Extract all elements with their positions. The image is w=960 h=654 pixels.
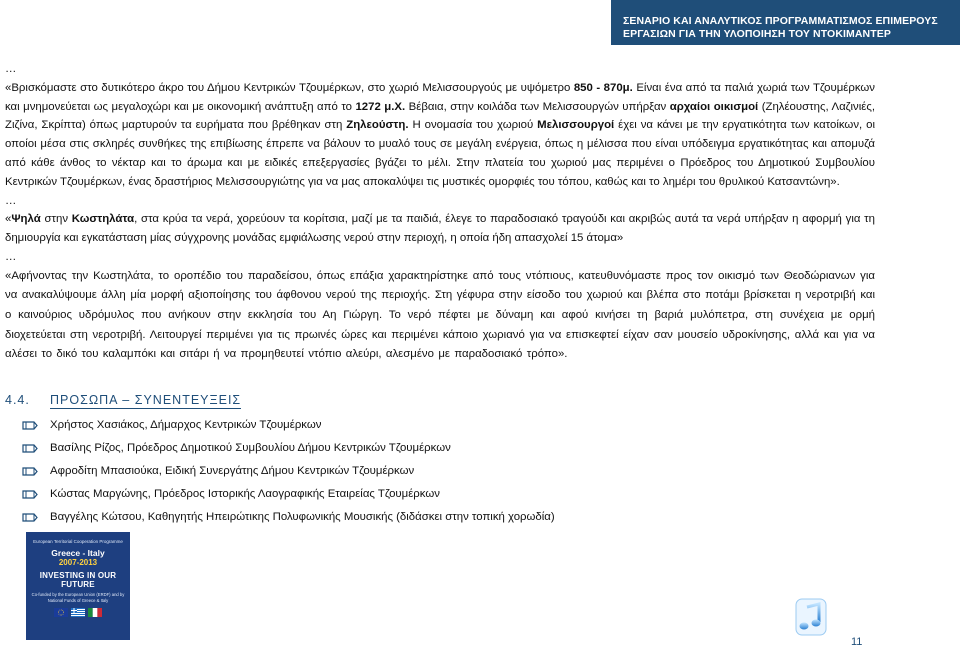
list-item [22, 506, 555, 529]
text-span: Είναι ένα από τα παλιά χωριά των Τζουμέρκων και μνημονεύεται ως μεγαλοχώρι και με οικονομική ανάπτυξη από το [5, 81, 875, 113]
pen-bullet-icon [22, 488, 50, 501]
document-header [611, 0, 960, 45]
ellipsis: … [5, 250, 17, 263]
text-span: «Βρισκόμαστε στο δυτικότερο άκρο του Δήμου Κεντρικών Τζουμέρκων, στο χωριό Μελισσουργούς με υψόμετρο [5, 81, 574, 94]
person-name: Βασίλης Ρίζος, Πρόεδρος Δημοτικού Συμβουλίου Δήμου Κεντρικών Τζουμέρκων [50, 442, 451, 454]
paragraph-theodoriana: «Αφήνοντας την Κωστηλάτα, το οροπέδιο του παραδείσου, όπως επάξια χαρακτηρίστηκε από τους ντόπιους, κατευθυνόμαστε προς τον οικισμό των Θεοδώριανων για να ανακαλύψουμε άλλη μία μορφή αξιοποίησης του άφθονου νερού της περιοχής. Στη γέφυρα στην είσοδο του χωριού και βλέπα στο ποτάμι βρίσκεται η νεροτριβή και ο καινούριος υδρόμυλος που ανήκουν στην εκκλησία του Αη Γιώργη. Το νερό πέφτει με δύναμη και αφού κινήσει τη βαριά μυλόπετρα, στη συνέχεια με ορμή διοχετεύεται στη νεροτριβή. Λειτουργεί περιμένει για τις πρωινές ώρες και περιμένει κάποιο χωριανό για να επισκεφτεί είχαν σαν μουσείο υδροκίνησης, αλλά και για να αλέσει το δικό του καλαμπόκι και σιτάρι ή να προμηθευτεί ντόπιο αλεύρι, αλεσμένο με παραδοσιακό τρόπο». [5, 269, 875, 361]
header-title-line-1: ΣΕΝΑΡΙΟ ΚΑΙ ΑΝΑΛΥΤΙΚΟΣ ΠΡΟΓΡΑΜΜΑΤΙΣΜΟΣ ΕΠΙΜΕΡΟΥΣ [623, 15, 938, 27]
list-item [22, 437, 555, 460]
greek-flag-icon [71, 608, 85, 617]
interviewee-list [22, 414, 555, 529]
bold-span: Κωστηλάτα [71, 213, 135, 226]
text-span: , στα κρύα τα νερά, χορεύουν τα κορίτσια, μαζί με τα παιδιά, έλεγε το παραδοσιακό τραγούδι και ακριβώς αυτά τα νερά υπήρξαν η αφορμή για τη δημιουργία και εγκατάσταση μίας σύγχρονης μονάδας εμφιάλωσης νερού στην περιοχή, η οποία ήδη απασχολεί 15 άτομα» [5, 213, 876, 245]
list-item [22, 414, 555, 437]
ellipsis: … [5, 63, 17, 75]
italian-flag-icon [88, 608, 102, 617]
pen-bullet-icon [22, 465, 50, 478]
person-name: Χρήστος Χασιάκος, Δήμαρχος Κεντρικών Τζουμέρκων [50, 419, 322, 431]
pen-bullet-icon [22, 419, 50, 432]
text-span: Βέβαια, στην κοιλάδα των Μελισσουργών υπήρξαν [405, 100, 670, 113]
logo-slogan: INVESTING IN OUR FUTURE [39, 571, 117, 589]
person-name: Αφροδίτη Μπασιούκα, Ειδική Συνεργάτης Δήμου Κεντρικών Τζουμέρκων [50, 465, 415, 477]
page-number: 11 [851, 636, 863, 648]
header-title-line-2: ΕΡΓΑΣΙΩΝ ΓΙΑ ΤΗΝ ΥΛΟΠΟΙΗΣΗ ΤΟΥ ΝΤΟΚΙΜΑΝΤΕΡ [623, 28, 891, 40]
list-item [22, 483, 555, 506]
bold-span: Μελισσουργοί [537, 119, 615, 132]
bold-span: 850 - 870μ. [573, 81, 633, 94]
logo-title: Greece - Italy [51, 548, 105, 558]
bold-span: Ζηλεούστη. [346, 119, 409, 132]
person-name: Βαγγέλης Κώτσου, Καθηγητής Ηπειρώτικης Πολυφωνικής Μουσικής (διδάσκει στην τοπική χορωδία) [50, 511, 555, 523]
ellipsis: … [5, 194, 17, 207]
text-span: Η ονομασία του χωριού [408, 119, 538, 132]
bold-span: Ψηλά [11, 213, 41, 226]
bold-span: 1272 μ.Χ. [355, 100, 406, 113]
section-heading [5, 393, 241, 407]
person-name: Κώστας Μαργώνης, Πρόεδρος Ιστορικής Λαογραφικής Εταιρείας Τζουμέρκων [50, 488, 440, 500]
list-item [22, 460, 555, 483]
programme-logo [26, 532, 130, 640]
text-span: στην [40, 213, 72, 226]
section-title: ΠΡΟΣΩΠΑ – ΣΥΝΕΝΤΕΥΞΕΙΣ [50, 393, 242, 407]
paragraph-melissourgoi [5, 79, 875, 192]
music-note-icon [795, 598, 827, 636]
eu-flag-icon [54, 608, 68, 617]
text-span: έχει να κάνει με την εργατικότητα των κατοίκων, οι οποίοι μέσα στις σκληρές συνθήκες της επιβίωσης έπρεπε να βάλουν το μυαλό τους σε μεγάλη ενέργεια, όπως η μέλισσα που είναι υπόδειγμα εργατικότητας και απομυζά από κάθε άνθος το νέκταρ και το άρωμα και με ειδικές επεξεργασίες βγάζει το μέλι. Στην πλατεία του χωριού μας περιμένει ο Πρόεδρος του Δημοτικού Συμβουλίου Κεντρικών Τζουμέρκων, ένας δραστήριος Μελισσουργιώτης για να μας αποκαλύψει τις μυστικές ομορφιές του τόπου, καθώς και το λημέρι του θρυλικού Κατσαντώνη». [5, 119, 875, 188]
logo-cofunding-text: Co-funded by the European Union (ERDF) and by National Funds of Greece & Italy [31, 592, 125, 603]
pen-bullet-icon [22, 442, 50, 455]
flags [26, 608, 130, 617]
document-body [5, 60, 875, 365]
bold-span: αρχαίοι οικισμοί [669, 100, 759, 113]
section-number: 4.4. [5, 393, 30, 407]
paragraph-kostilata [5, 210, 875, 248]
logo-years: 2007-2013 [58, 558, 98, 567]
pen-bullet-icon [22, 511, 50, 524]
text-span: (Ζηλέουστης, Λαζινιές, Ζιζίνα, Σκρίπτα) όπως μαρτυρούν τα ευρήματα που βρέθηκαν στη [5, 100, 875, 132]
logo-programme-text: European Territorial Cooperation Programme [33, 539, 123, 544]
text-span: « [5, 213, 12, 226]
